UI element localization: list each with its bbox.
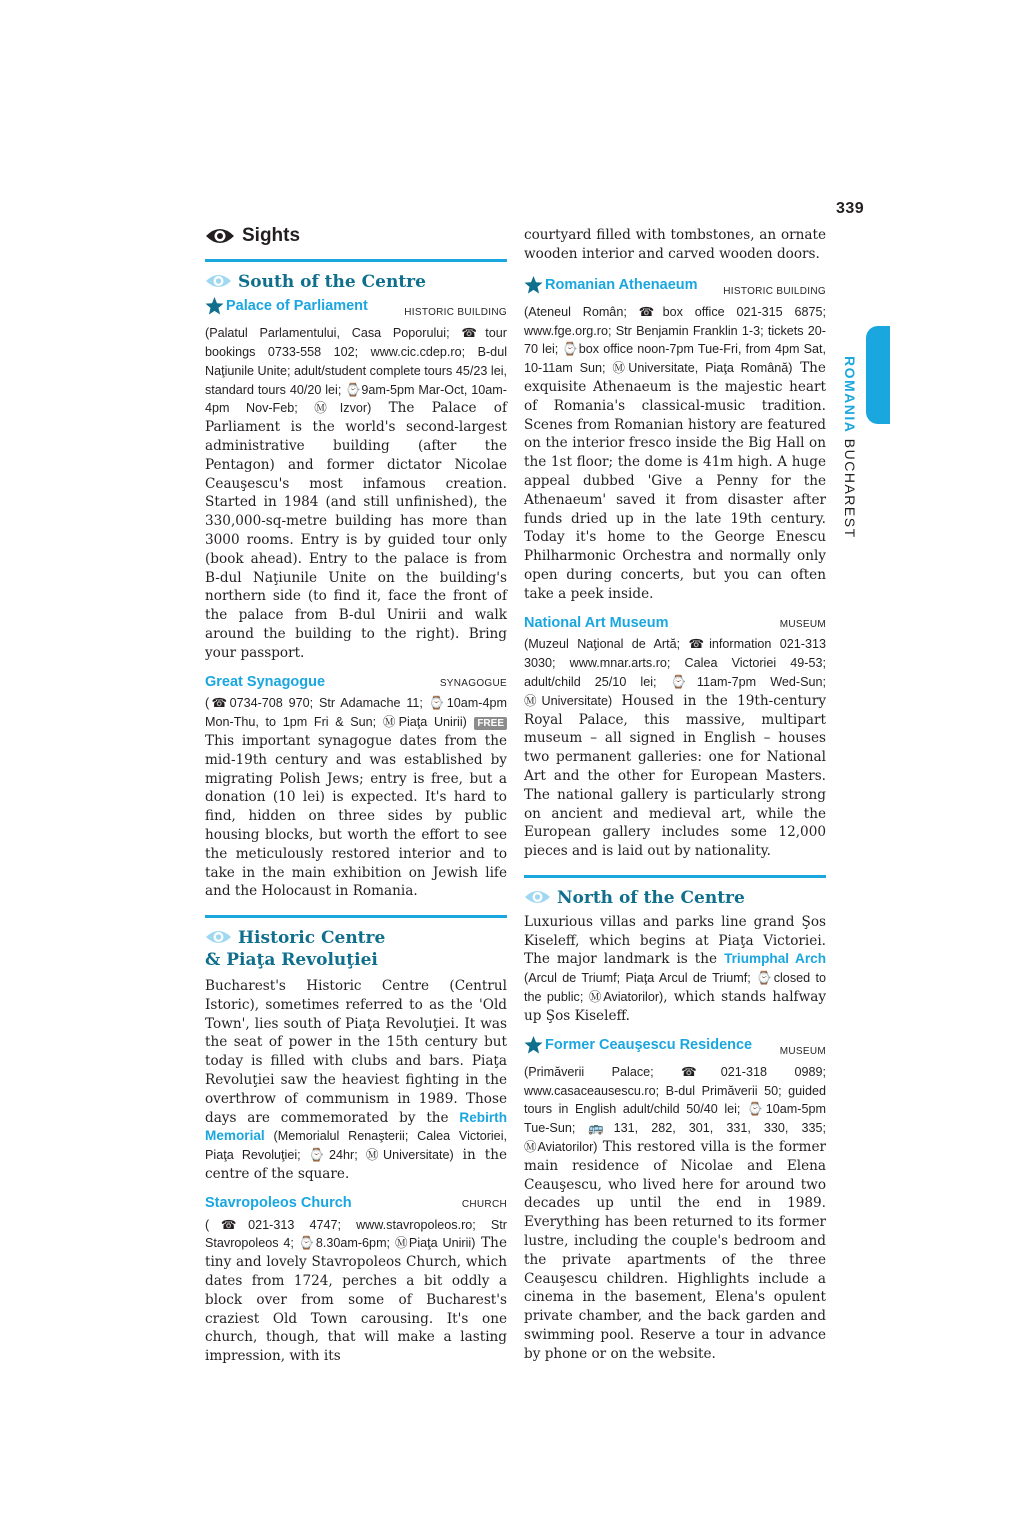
entry-name-athenaeum: Romanian Athenaeum <box>545 276 698 293</box>
north-intro-end: , which stands halfway up Şos Kiseleff. <box>524 989 826 1024</box>
entry-text-synagogue <box>205 694 507 901</box>
entry-palace-of-parliament <box>205 297 507 663</box>
section-south <box>205 259 507 901</box>
section-title-south: South of the Centre <box>238 272 426 292</box>
entry-desc-palace: The Palace of Parliament is the world's second-largest administrative building (after the Pentagon) and former dictator Nicolae Ceauşescu's most infamous creation. Started in 1984 (and still unfinished), the 330,000-sq-metre building has more than 3000 rooms. Entry is by guided tour only (book ahead). Entry to the palace is from B-dul Naţiunile Unite on the building's northern side (to find it, face the front of the palace from B-dul Unirii and walk around the building to the right). Bring your passport. <box>205 400 507 661</box>
rebirth-memorial-info: (Memorialul Renaşterii; Calea Victoriei, Piaţa Revoluţiei; ⌚24hr; ⓂUniversitate) <box>205 1129 507 1163</box>
entry-desc-synagogue: This important synagogue dates from the mid-19th century and was established by migrating Polish Jews; entry is free, but a donation (10 lei) is expected. It's hard to find, hidden on three sides by public housing blocks, but worth the effort to see the meticulously restored interior and to take in the main exhibition on Jewish life and the Holocaust in Romania. <box>205 732 507 900</box>
entry-text-athenaeum <box>524 303 826 604</box>
entry-info-museum: (Muzeul Naţional de Artă; ☎information 021-313 3030; www.mnar.arts.ro; Calea Victoriei 49-53; adult/child 25/10 lei; ⌚11am-7pm Wed-Sun; ⓂUniversitate) <box>524 637 826 708</box>
entry-ceausescu-residence <box>524 1036 826 1364</box>
entry-romanian-athenaeum <box>524 276 826 604</box>
entry-type-synagogue: SYNAGOGUE <box>439 677 507 689</box>
entry-info-residence: (Primăverii Palace; ☎021-318 0989; www.casaceausescu.ro; B-dul Primăverii 50; guided tours in English adult/child 50/40 lei; ⌚10am-5pm Tue-Sun; 🚌131, 282, 301, 331, 330, 335; ⓂAviatorilor) <box>524 1064 826 1155</box>
top-pick-star-icon <box>205 297 224 315</box>
entry-desc-stavropoleos: The tiny and lovely Stavropoleos Church, which dates from 1724, perches a bit oddly a block over from some of Bucharest's craziest Old Town carousing. It's one church, though, that will make a lasting impression, with its <box>205 1235 507 1365</box>
entry-info-palace: (Palatul Parlamentului, Casa Poporului; ☎tour bookings 0733-558 102; www.cic.cdep.ro; B-dul Naţiunile Unite; adult/student complete tours 45/23 lei, standard tours 40/20 lei; ⌚9am-5pm Mar-Oct, 10am-4pm Nov-Feb; ⓂIzvor) <box>205 326 507 416</box>
entry-national-art-museum <box>524 614 826 861</box>
continued-text: courtyard filled with tombstones, an ornate wooden interior and carved wooden doors. <box>524 227 826 262</box>
entry-type-museum: MUSEUM <box>779 618 826 630</box>
section-eye-icon <box>524 888 551 906</box>
entry-name-synagogue: Great Synagogue <box>205 673 326 690</box>
entry-type-athenaeum: HISTORIC BUILDING <box>723 285 826 297</box>
triumphal-arch-info: (Arcul de Triumf; Piaţa Arcul de Triumf; ⌚closed to the public; ⓂAviatorilor) <box>524 971 826 1005</box>
link-rebirth-memorial[interactable]: Rebirth Memorial <box>205 1109 507 1144</box>
sights-eye-icon <box>205 226 235 246</box>
section-title-historic-line2: & Piaţa Revoluţiei <box>205 950 378 971</box>
sights-heading <box>205 226 507 246</box>
entry-text-museum <box>524 635 826 861</box>
north-intro-text: Luxurious villas and parks line grand Şos Kiseleff, which begins at Piaţa Victoriei. The major landmark is the <box>524 913 826 968</box>
page-number: 339 <box>836 200 865 217</box>
link-triumphal-arch[interactable]: Triumphal Arch <box>724 951 826 967</box>
right-column <box>524 226 826 1364</box>
entry-info-stavropoleos: (☎021-313 4747; www.stavropoleos.ro; Str Stavropoleos 4; ⌚8.30am-6pm; ⓂPiaţa Unirii) <box>205 1217 507 1251</box>
historic-intro <box>205 977 507 1184</box>
entry-desc-residence: This restored villa is the former main residence of Nicolae and Elena Ceauşescu, who lived here for around two decades up until the end in 1989. Everything has been returned to its former lustre, including the couple's bedroom and the private apartments of the three Ceauşescu children. Highlights include a cinema in the basement, Elena's opulent private chamber, and the back garden and swimming pool. Reserve a tour in advance by phone or on the website. <box>524 1139 826 1362</box>
entry-name-residence: Former Ceauşescu Residence <box>545 1036 753 1053</box>
entry-type-residence: MUSEUM <box>779 1046 826 1058</box>
entry-desc-athenaeum: The exquisite Athenaeum is the majestic heart of Romania's classical-music tradition. Scenes from Romanian history are featured on the interior fresco inside the Big Hall on the 1st floor; the dome is 41m high. A huge appeal dubbed 'Give a Penny for the Athenaeum' saved it from disaster after funds dried up in the late 19th century. Today it's home to the George Enescu Philharmonic Orchestra and normally only open during concerts, but you can often take a peek inside. <box>524 360 826 602</box>
sights-title: Sights <box>242 224 301 246</box>
section-eye-icon <box>205 928 232 946</box>
entry-name-museum: National Art Museum <box>524 614 669 631</box>
historic-intro-end: in the centre of the square. <box>205 1147 507 1183</box>
top-pick-star-icon <box>524 276 543 294</box>
section-title-historic: Historic Centre <box>238 928 386 949</box>
entry-name-palace: Palace of Parliament <box>226 298 368 314</box>
entry-stavropoleos-church <box>205 1194 507 1366</box>
entry-text-stavropoleos <box>205 1216 507 1366</box>
chapter-country: ROMANIA <box>842 356 858 434</box>
left-column <box>205 226 507 1366</box>
entry-type-stavropoleos: CHURCH <box>461 1198 507 1210</box>
section-eye-icon <box>205 272 232 290</box>
entry-great-synagogue <box>205 673 507 902</box>
free-badge: FREE <box>474 717 507 730</box>
entry-text-palace <box>205 324 507 662</box>
chapter-label <box>834 356 858 546</box>
chapter-tab <box>866 326 890 424</box>
entry-text-residence <box>524 1063 826 1364</box>
section-title-north: North of the Centre <box>557 887 745 908</box>
north-intro <box>524 913 826 1026</box>
top-pick-star-icon <box>524 1036 543 1054</box>
entry-type-palace: HISTORIC BUILDING <box>404 307 507 319</box>
section-north <box>524 875 826 1364</box>
historic-intro-text: Bucharest's Historic Centre (Centrul Istoric), sometimes referred to as the 'Old Town', lies south of Piaţa Revoluţiei. It was the seat of power in the 15th century but today is filled with clubs and bars. Piaţa Revoluţiei saw the heaviest fighting in the overthrow of communism in 1989. Those days are commemorated by the <box>205 978 507 1126</box>
chapter-city: BUCHAREST <box>842 438 858 539</box>
entry-info-athenaeum: (Ateneul Român; ☎box office 021-315 6875; www.fge.org.ro; Str Benjamin Franklin 1-3; tickets 20-70 lei; ⌚box office noon-7pm Tue-Fri, from 4pm Sat, 10-11am Sun; ⓂUniversitate, Piaţa Română) <box>524 304 826 376</box>
entry-info-synagogue: (☎0734-708 970; Str Adamache 11; ⌚10am-4pm Mon-Thu, to 1pm Fri & Sun; ⓂPiaţa Unirii) <box>205 696 507 730</box>
entry-name-stavropoleos: Stavropoleos Church <box>205 1194 352 1211</box>
entry-desc-museum: Housed in the 19th-century Royal Palace, this massive, multipart museum – all signed in English – houses two permanent galleries: one for National Art and the other for European Masters. The national gallery is particularly strong on ancient and medieval art, while the European gallery includes some 12,000 pieces and is laid out by nationality. <box>524 692 827 860</box>
section-historic <box>205 915 507 1366</box>
